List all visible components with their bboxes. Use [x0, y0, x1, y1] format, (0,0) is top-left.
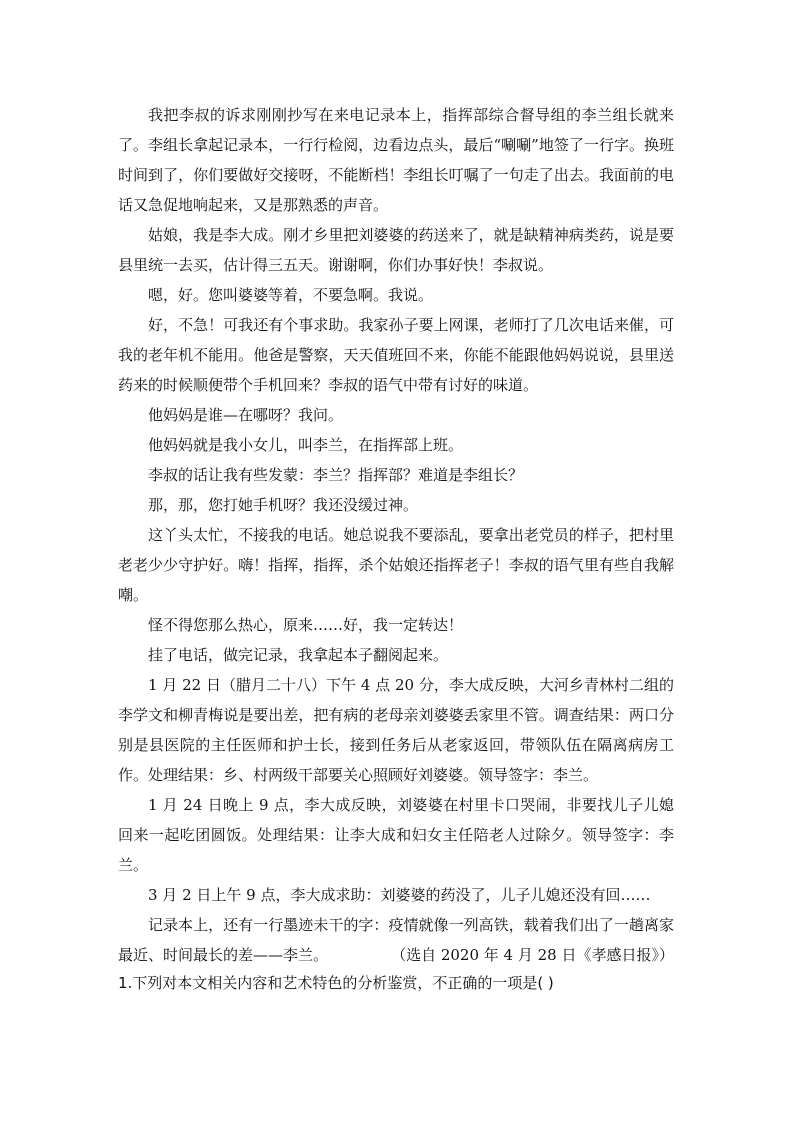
paragraph: 好，不急！可我还有个事求助。我家孙子要上网课，老师打了几次电话来催，可我的老年机不能用。他爸是警察，天天值班回不来，你能不能跟他妈妈说说，县里送药来的时候顺便带个手机回来？李叔的语气中带有讨好的味道。: [118, 316, 674, 394]
paragraph: 他妈妈就是我小女儿，叫李兰，在指挥部上班。: [148, 436, 464, 454]
paragraph: 怪不得您那么热心，原来……好，我一定转达！: [148, 616, 464, 634]
paragraph: 嗯，好。您叫婆婆等着，不要急啊。我说。: [148, 286, 434, 304]
paragraph: 这丫头太忙，不接我的电话。她总说我不要添乱，要拿出老党员的样子，把村里老老少少守护好。嗨！指挥，指挥，杀个姑娘还指挥老子！李叔的语气里有些自我解嘲。: [118, 526, 674, 604]
paragraph: 1 月 22 日（腊月二十八）下午 4 点 20 分，李大成反映，大河乡青林村二组的李学文和柳青梅说是要出差，把有病的老母亲刘婆婆丢家里不管。调查结果：两口分别是县医院的主任医师和护士长，接到任务后从老家返回，带领队伍在隔离病房工作。处理结果：乡、村两级干部要关心照顾好刘婆婆。领导签字：李兰。: [118, 676, 674, 784]
paragraph: 挂了电话，做完记录，我拿起本子翻阅起来。: [148, 646, 449, 664]
question-stem: 1.下列对本文相关内容和艺术特色的分析鉴赏，不正确的一项是( ): [118, 974, 554, 992]
paragraph: 他妈妈是谁—在哪呀？我问。: [148, 406, 344, 424]
paragraph: 我把李叔的诉求刚刚抄写在来电记录本上，指挥部综合督导组的李兰组长就来了。李组长拿起记录本，一行行检阅，边看边点头，最后“唰唰”地签了一行字。换班时间到了，你们要做好交接呀，不能断档！李组长叮嘱了一句走了出去。我面前的电话又急促地响起来，又是那熟悉的声音。: [118, 106, 674, 214]
source-citation: （选自 2020 年 4 月 28 日《孝感日报》）: [391, 946, 674, 964]
article-body: [118, 100, 674, 970]
paragraph: 那，那，您打她手机呀？我还没缓过神。: [148, 496, 419, 514]
paragraph: 记录本上，还有一行墨迹未干的字：疫情就像一列高铁，载着我们出了一趟离家最近、时间最长的差——李兰。: [118, 916, 674, 964]
paragraph: 1 月 24 日晚上 9 点，李大成反映，刘婆婆在村里卡口哭闹，非要找儿子儿媳回来一起吃团圆饭。处理结果：让李大成和妇女主任陪老人过除夕。领导签字：李兰。: [118, 796, 674, 874]
paragraph: 3 月 2 日上午 9 点，李大成求助：刘婆婆的药没了，儿子儿媳还没有回……: [148, 886, 651, 904]
paragraph: 姑娘，我是李大成。刚才乡里把刘婆婆的药送来了，就是缺精神病类药，说是要县里统一去买，估计得三五天。谢谢啊，你们办事好快！李叔说。: [118, 226, 674, 274]
paragraph: 李叔的话让我有些发蒙：李兰？指挥部？难道是李组长？: [148, 466, 524, 484]
